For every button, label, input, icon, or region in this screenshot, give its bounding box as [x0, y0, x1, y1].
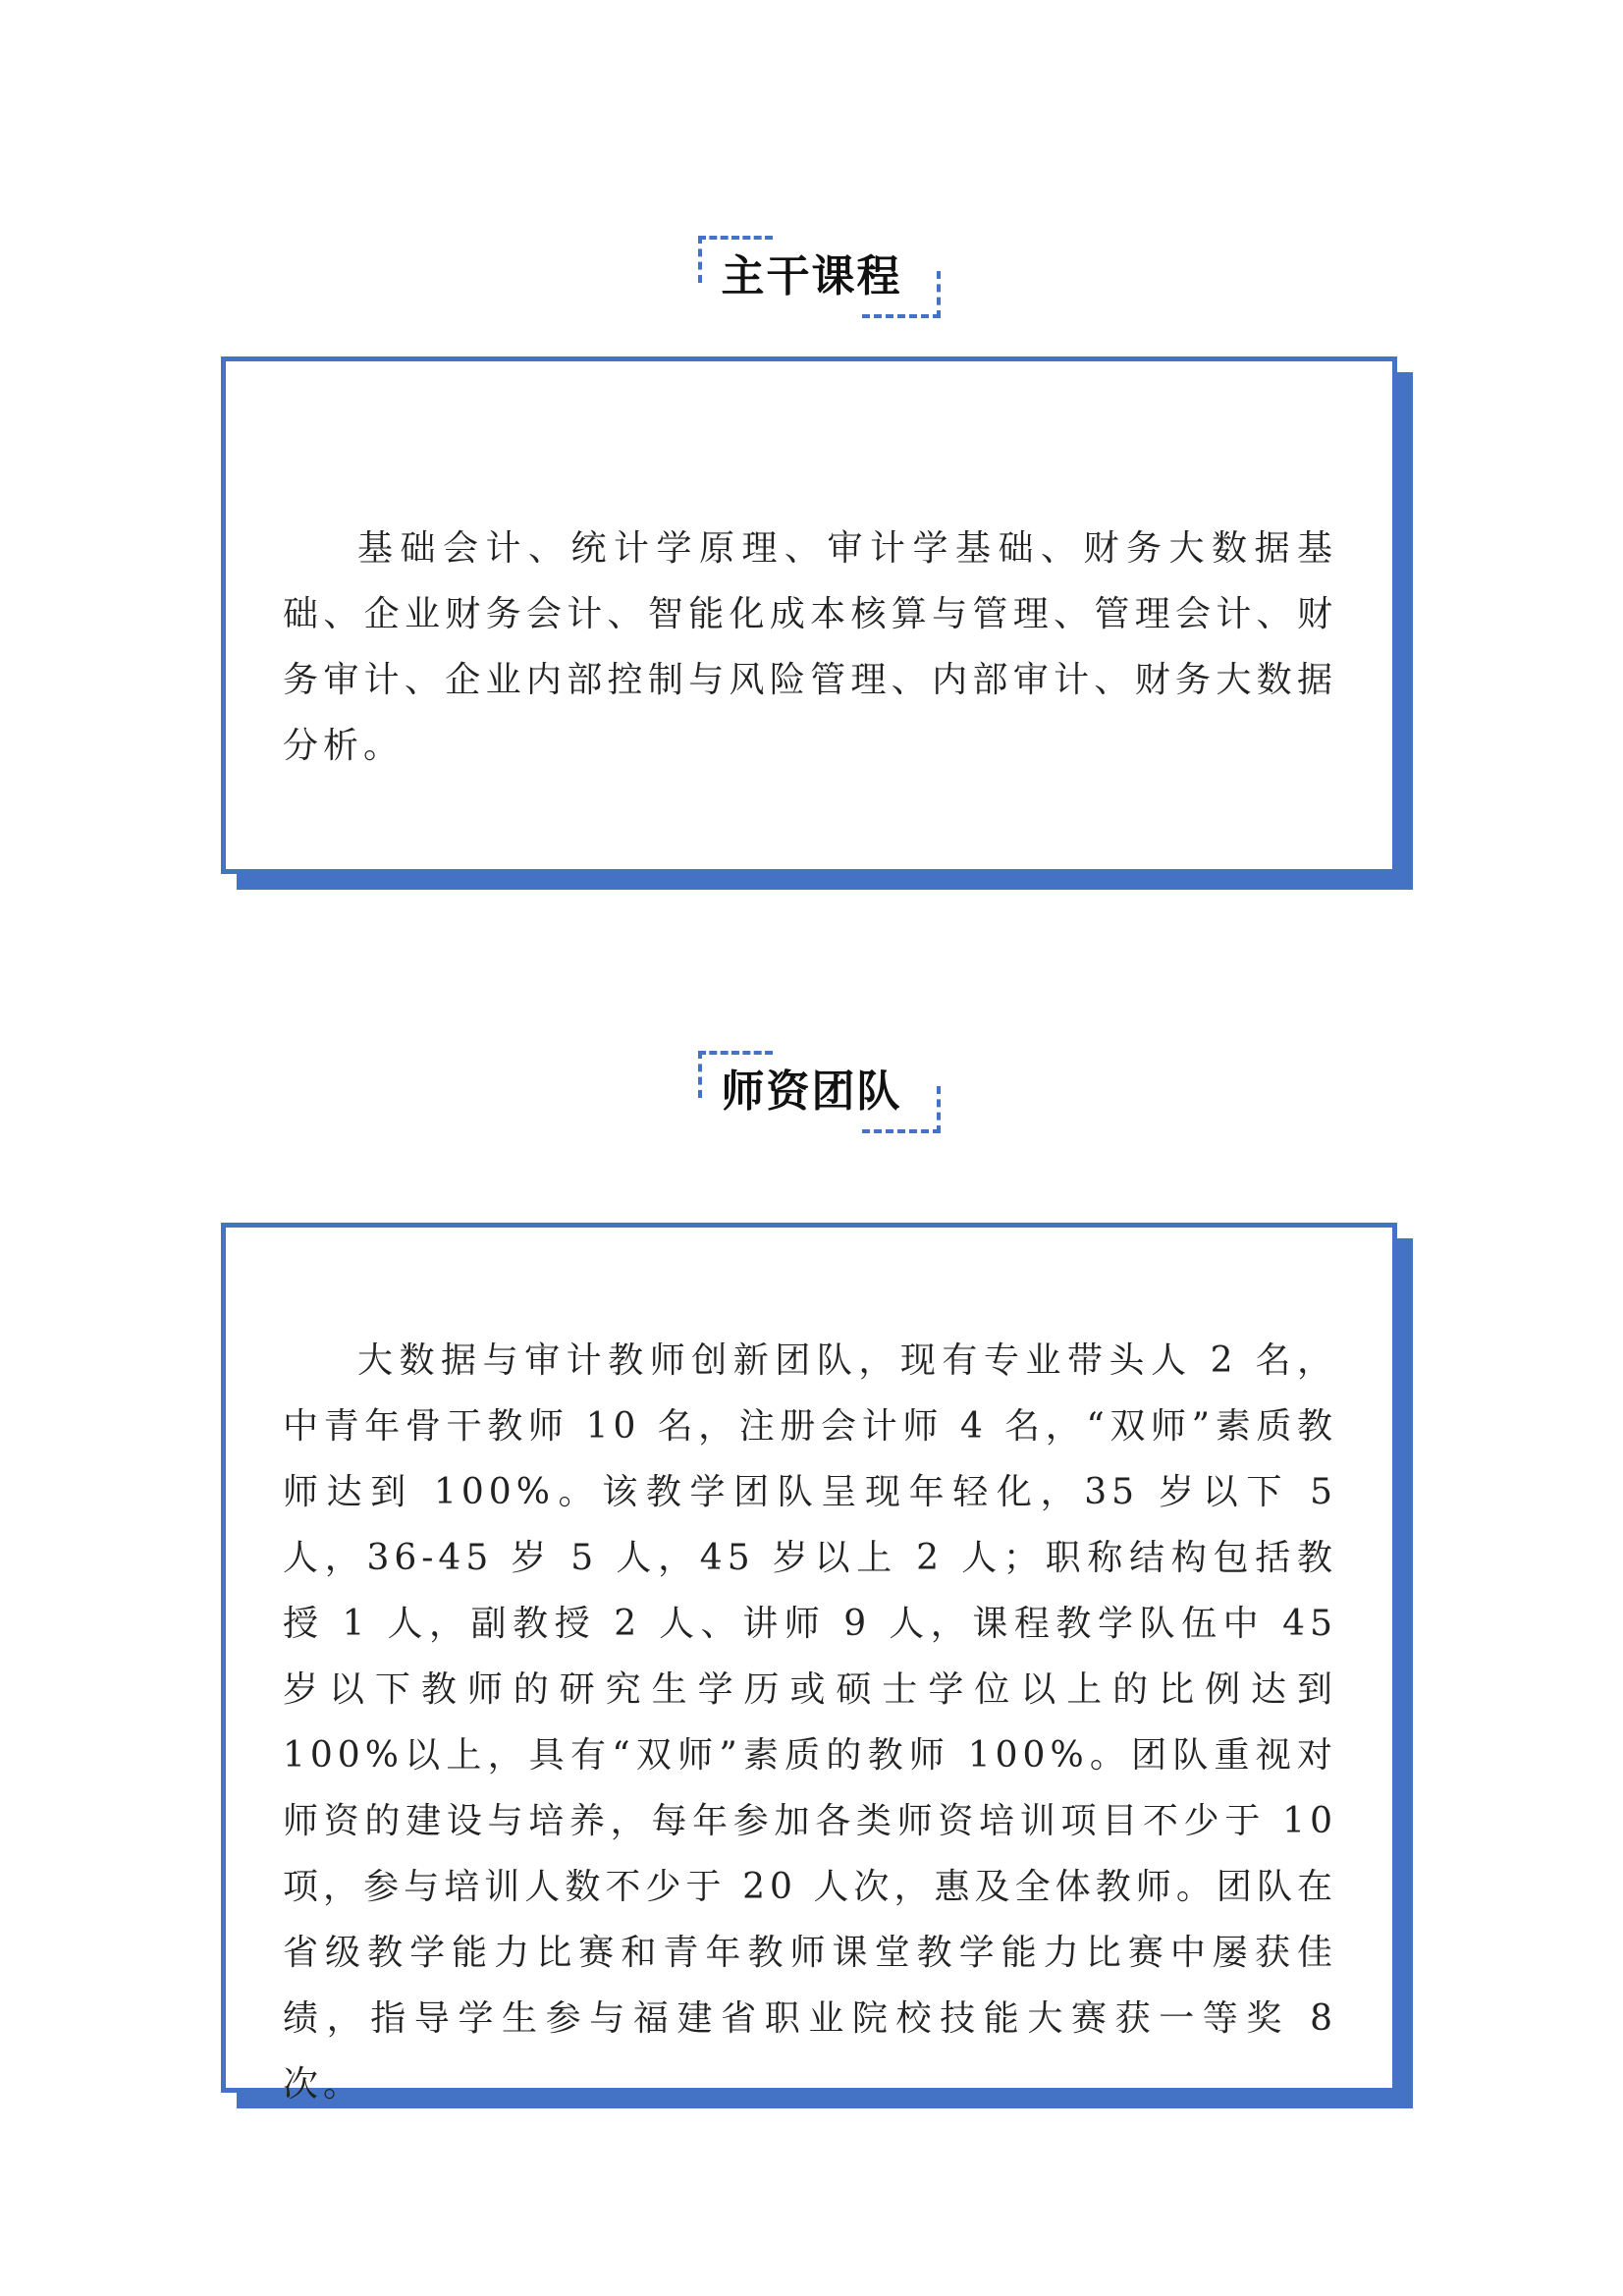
courses-body: 基础会计、统计学原理、审计学基础、财务大数据基础、企业财务会计、智能化成本核算与管理、管理会计、财务审计、企业内部控制与风险管理、内部审计、财务大数据分析。 [283, 528, 1337, 766]
faculty-box [221, 1223, 1397, 2105]
courses-box [221, 356, 1397, 874]
faculty-body: 大数据与审计教师创新团队，现有专业带头人 2 名，中青年骨干教师 10 名，注册会计师 4 名，“双师”素质教师达到 100%。该教学团队呈现年轻化，35 岁以下 5 人，36-45 岁 5 人，45 岁以上 2 人；职称结构包括教授 1 人，副教授 2 人、讲师 9 人，课程教学队伍中 45 岁以下教师的研究生学历或硕士学位以上的比例达到 100%以上，具有“双师”素质的教师 100%。团队重视对师资的建设与培养，每年参加各类师资培训项目不少于 10 项，参与培训人数不少于 20 人次，惠及全体教师。团队在省级教学能力比赛和青年教师课堂教学能力比赛中屡获佳绩，指导学生参与福建省职业院校技能大赛获一等奖 8 次。 [283, 1340, 1337, 2105]
courses-heading [0, 236, 1623, 334]
courses-title: 主干课程 [721, 251, 902, 301]
faculty-title: 师资团队 [721, 1066, 902, 1117]
faculty-heading [0, 1051, 1623, 1149]
